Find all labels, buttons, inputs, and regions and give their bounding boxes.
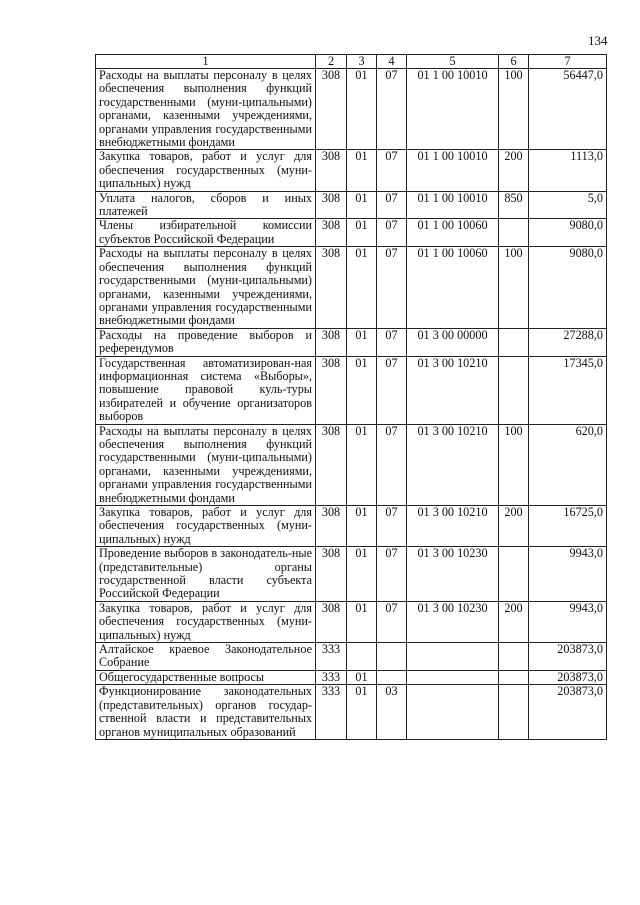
row-subsection: 07 <box>377 547 407 602</box>
row-code: 308 <box>316 247 347 328</box>
row-name: Проведение выборов в законодатель-ные (представительные) органы государственной власти субъекта Российской Федерации <box>96 547 316 602</box>
row-name: Расходы на выплаты персоналу в целях обеспечения выполнения функций государственными (муни-ципальными) органами, казенными учреждениями, органами управления государственными внебюджетными фондами <box>96 424 316 505</box>
row-target-article: 01 3 00 10230 <box>407 601 499 642</box>
row-expense-type: 100 <box>499 424 529 505</box>
row-code: 333 <box>316 670 347 684</box>
row-target-article: 01 1 00 10060 <box>407 247 499 328</box>
row-subsection: 07 <box>377 506 407 547</box>
row-amount: 620,0 <box>529 424 607 505</box>
row-amount: 9943,0 <box>529 601 607 642</box>
table-header-row <box>96 55 607 69</box>
row-section: 01 <box>347 547 377 602</box>
row-section: 01 <box>347 247 377 328</box>
row-subsection: 07 <box>377 247 407 328</box>
row-target-article: 01 1 00 10060 <box>407 219 499 247</box>
row-target-article <box>407 643 499 671</box>
row-subsection <box>377 643 407 671</box>
row-target-article: 01 3 00 10210 <box>407 506 499 547</box>
row-code: 308 <box>316 69 347 150</box>
row-code: 308 <box>316 506 347 547</box>
row-subsection: 07 <box>377 356 407 424</box>
row-expense-type <box>499 219 529 247</box>
row-expense-type <box>499 547 529 602</box>
row-subsection: 07 <box>377 424 407 505</box>
row-name: Алтайское краевое Законодательное Собрание <box>96 643 316 671</box>
table-row <box>96 328 607 356</box>
row-target-article: 01 3 00 10230 <box>407 547 499 602</box>
row-amount: 1113,0 <box>529 150 607 191</box>
row-expense-type <box>499 356 529 424</box>
row-expense-type: 100 <box>499 247 529 328</box>
row-section: 01 <box>347 191 377 219</box>
row-expense-type: 850 <box>499 191 529 219</box>
table-row <box>96 150 607 191</box>
header-col-6: 6 <box>499 55 529 69</box>
table-row <box>96 219 607 247</box>
header-col-3: 3 <box>347 55 377 69</box>
row-section: 01 <box>347 69 377 150</box>
row-amount: 203873,0 <box>529 670 607 684</box>
table-row <box>96 247 607 328</box>
row-section: 01 <box>347 670 377 684</box>
row-section: 01 <box>347 356 377 424</box>
header-col-7: 7 <box>529 55 607 69</box>
row-name: Общегосударственные вопросы <box>96 670 316 684</box>
row-section: 01 <box>347 685 377 740</box>
row-expense-type <box>499 328 529 356</box>
row-code: 308 <box>316 356 347 424</box>
row-amount: 16725,0 <box>529 506 607 547</box>
header-col-4: 4 <box>377 55 407 69</box>
row-expense-type: 200 <box>499 506 529 547</box>
row-code: 308 <box>316 601 347 642</box>
row-code: 308 <box>316 191 347 219</box>
row-expense-type: 200 <box>499 150 529 191</box>
row-code: 333 <box>316 685 347 740</box>
row-expense-type: 200 <box>499 601 529 642</box>
row-expense-type: 100 <box>499 69 529 150</box>
row-code: 308 <box>316 328 347 356</box>
row-code: 308 <box>316 547 347 602</box>
row-target-article: 01 1 00 10010 <box>407 150 499 191</box>
row-target-article: 01 1 00 10010 <box>407 69 499 150</box>
row-target-article: 01 3 00 10210 <box>407 356 499 424</box>
page-number: 134 <box>588 33 608 48</box>
row-code: 308 <box>316 150 347 191</box>
row-amount: 203873,0 <box>529 685 607 740</box>
row-code: 333 <box>316 643 347 671</box>
row-expense-type <box>499 685 529 740</box>
row-target-article <box>407 685 499 740</box>
row-subsection: 07 <box>377 150 407 191</box>
row-amount: 56447,0 <box>529 69 607 150</box>
row-name: Расходы на проведение выборов и референдумов <box>96 328 316 356</box>
row-name: Расходы на выплаты персоналу в целях обеспечения выполнения функций государственными (муни-ципальными) органами, казенными учреждениями, органами управления государственными внебюджетными фондами <box>96 69 316 150</box>
table-row <box>96 356 607 424</box>
row-expense-type <box>499 670 529 684</box>
row-name: Закупка товаров, работ и услуг для обеспечения государственных (муни-ципальных) нужд <box>96 150 316 191</box>
row-code: 308 <box>316 219 347 247</box>
row-section: 01 <box>347 601 377 642</box>
header-col-1: 1 <box>96 55 316 69</box>
row-section: 01 <box>347 424 377 505</box>
row-target-article <box>407 670 499 684</box>
row-section: 01 <box>347 328 377 356</box>
row-amount: 9080,0 <box>529 219 607 247</box>
row-amount: 27288,0 <box>529 328 607 356</box>
row-section: 01 <box>347 150 377 191</box>
row-subsection: 07 <box>377 191 407 219</box>
row-expense-type <box>499 643 529 671</box>
row-amount: 9080,0 <box>529 247 607 328</box>
row-name: Расходы на выплаты персоналу в целях обеспечения выполнения функций государственными (муни-ципальными) органами, казенными учреждениями, органами управления государственными внебюджетными фондами <box>96 247 316 328</box>
row-subsection: 07 <box>377 601 407 642</box>
table-row <box>96 601 607 642</box>
row-subsection: 03 <box>377 685 407 740</box>
row-name: Члены избирательной комиссии субъектов Российской Федерации <box>96 219 316 247</box>
row-code: 308 <box>316 424 347 505</box>
row-amount: 17345,0 <box>529 356 607 424</box>
budget-table <box>95 54 607 740</box>
row-section <box>347 643 377 671</box>
row-name: Функционирование законодательных (представительных) органов государ-ственной власти и представительных органов муниципальных образований <box>96 685 316 740</box>
table-row <box>96 424 607 505</box>
row-section: 01 <box>347 506 377 547</box>
table-row <box>96 69 607 150</box>
row-name: Закупка товаров, работ и услуг для обеспечения государственных (муни-ципальных) нужд <box>96 506 316 547</box>
row-section: 01 <box>347 219 377 247</box>
row-name: Закупка товаров, работ и услуг для обеспечения государственных (муни-ципальных) нужд <box>96 601 316 642</box>
row-amount: 203873,0 <box>529 643 607 671</box>
row-target-article: 01 3 00 10210 <box>407 424 499 505</box>
row-amount: 5,0 <box>529 191 607 219</box>
row-amount: 9943,0 <box>529 547 607 602</box>
table-row <box>96 506 607 547</box>
row-target-article: 01 3 00 00000 <box>407 328 499 356</box>
header-col-5: 5 <box>407 55 499 69</box>
table-row <box>96 685 607 740</box>
header-col-2: 2 <box>316 55 347 69</box>
row-subsection <box>377 670 407 684</box>
table-row <box>96 643 607 671</box>
row-name: Государственная автоматизирован-ная информационная система «Выборы», повышение правовой куль-туры избирателей и обучение организаторов выборов <box>96 356 316 424</box>
row-subsection: 07 <box>377 328 407 356</box>
table-row <box>96 191 607 219</box>
table-row <box>96 670 607 684</box>
row-name: Уплата налогов, сборов и иных платежей <box>96 191 316 219</box>
table-row <box>96 547 607 602</box>
row-subsection: 07 <box>377 219 407 247</box>
row-target-article: 01 1 00 10010 <box>407 191 499 219</box>
row-subsection: 07 <box>377 69 407 150</box>
